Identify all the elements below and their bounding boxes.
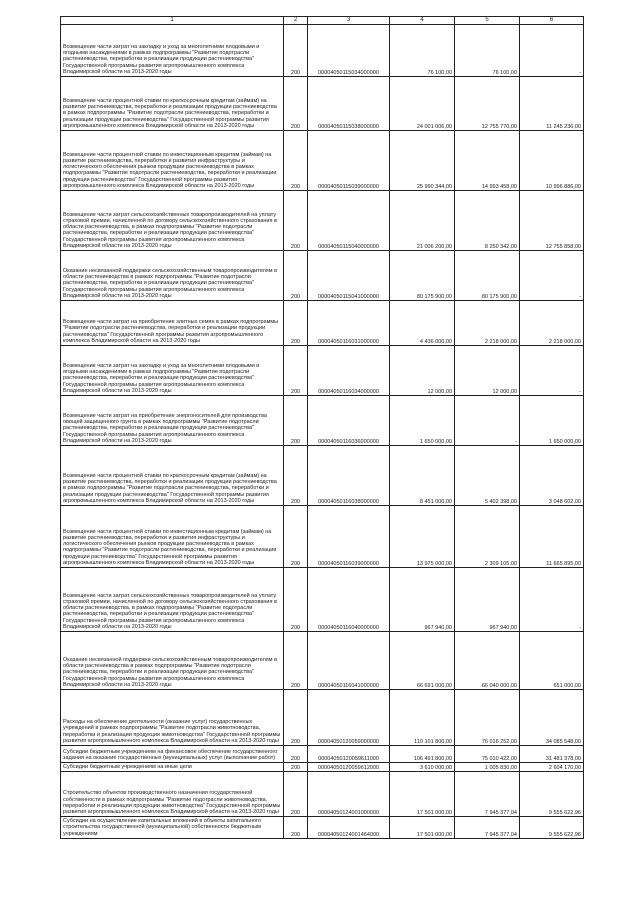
- row-value-executed: 75 010 422,00: [455, 746, 520, 763]
- row-value-approved: 24 001 006,00: [390, 77, 455, 131]
- table-row: [61, 690, 584, 746]
- row-value-approved: 17 501 000,00: [390, 817, 455, 839]
- col-header-4: 4: [390, 17, 455, 25]
- row-value-remaining: 1 650 000,00: [520, 396, 584, 446]
- row-value-remaining: 34 085 548,00: [520, 690, 584, 746]
- table-row: [61, 817, 584, 839]
- row-value-executed: 14 993 458,00: [455, 131, 520, 191]
- row-csr: 00004050116034000000: [308, 346, 390, 396]
- row-csr: 00004050116036000000: [308, 396, 390, 446]
- row-value-executed: 2 309 105,00: [455, 506, 520, 568]
- col-header-2: 2: [284, 17, 308, 25]
- row-value-executed: 8 250 342,00: [455, 191, 520, 251]
- row-value-executed: 1 005 830,00: [455, 763, 520, 772]
- row-value-approved: 21 006 200,00: [390, 191, 455, 251]
- table-row: [61, 191, 584, 251]
- col-header-6: 6: [520, 17, 584, 25]
- table-row: [61, 77, 584, 131]
- row-name: Расходы на обеспечение деятельности (оказание услуг) государственных учреждений в рамках подпрограммы "Развитие подотрасли животноводства, переработки и реализации продукции животноводства" Государственной программы развития агропромышленного комплекса Владимирской области на 2013-2020 годы: [61, 690, 284, 746]
- row-csr: 00004050120059000000: [308, 690, 390, 746]
- row-csr: 00004050116039000000: [308, 506, 390, 568]
- row-value-approved: 80 175 900,00: [390, 251, 455, 301]
- row-code: 200: [284, 77, 308, 131]
- row-value-executed: 76 016 252,00: [455, 690, 520, 746]
- row-value-executed: 12 755 770,00: [455, 77, 520, 131]
- row-value-approved: 17 501 000,00: [390, 772, 455, 817]
- row-name: Возмещение части процентной ставки по краткосрочным кредитам (займам) на развитие растениеводства, переработки и реализации продукции растениеводства в рамках подпрограммы "Развитие подотрасли растениеводства, переработки и реализации продукции растениеводства" Государственной программы развития агропромышленного комплекса Владимирской области на 2013-2020 годы: [61, 446, 284, 506]
- table-row: [61, 301, 584, 346]
- header-row: [61, 17, 584, 25]
- row-code: 200: [284, 301, 308, 346]
- row-value-remaining: 31 481 378,00: [520, 746, 584, 763]
- row-code: 200: [284, 690, 308, 746]
- report-sheet: [60, 16, 583, 839]
- row-value-executed: 80 175 900,00: [455, 251, 520, 301]
- row-value-remaining: 11 245 236,00: [520, 77, 584, 131]
- row-name: Возмещение части затрат на приобретение энергоносителей для производства овощей защищенного грунта в рамках подпрограммы "Развитие подотрасли растениеводства, переработки и реализации продукции растениеводства" Государственной программы развития агропромышленного комплекса Владимирской области на 2013-2020 годы: [61, 396, 284, 446]
- row-name: Возмещение части затрат на приобретение элитных семян в рамках подпрограммы "Развитие подотрасли растениеводства, переработки и реализации продукции растениеводства" Государственной программы развития агропромышленного комплекса Владимирской области на 2013-2020 годы: [61, 301, 284, 346]
- row-code: 200: [284, 506, 308, 568]
- row-name: Возмещение части процентной ставки по инвестиционным кредитам (займам) на развитие растениеводства, переработки и развития инфраструктуры и логистического обеспечения рынков продукции растениеводства в рамках подпрограммы "Развитие подотрасли растениеводства, переработки и реализации продукции растениеводства" Государственной программы развития агропромышленного комплекса Владимирской области на 2013-2020 годы: [61, 131, 284, 191]
- row-value-approved: 4 436 000,00: [390, 301, 455, 346]
- row-value-remaining: 10 996 886,00: [520, 131, 584, 191]
- row-csr: 00004050116031000000: [308, 301, 390, 346]
- row-value-executed: 12 000,00: [455, 346, 520, 396]
- table-row: [61, 506, 584, 568]
- row-value-remaining: 9 555 622,96: [520, 772, 584, 817]
- table-row: [61, 772, 584, 817]
- row-value-remaining: 11 665 895,00: [520, 506, 584, 568]
- row-value-approved: 3 610 000,00: [390, 763, 455, 772]
- row-value-executed: 7 945 377,04: [455, 772, 520, 817]
- table-row: [61, 632, 584, 690]
- row-csr: 00004050115040000000: [308, 191, 390, 251]
- row-value-approved: 967 940,00: [390, 568, 455, 632]
- row-csr: 00004050124001000000: [308, 772, 390, 817]
- row-value-approved: 1 650 000,00: [390, 396, 455, 446]
- table-row: [61, 131, 584, 191]
- row-value-remaining: 2 218 000,00: [520, 301, 584, 346]
- table-row: [61, 251, 584, 301]
- table-row: [61, 746, 584, 763]
- budget-table: [60, 16, 584, 839]
- row-value-approved: 66 691 000,00: [390, 632, 455, 690]
- row-csr: 00004050115039000000: [308, 131, 390, 191]
- row-name: Строительство объектов производственного назначения государственной собственности в рамках подпрограммы "Развитие подотрасли животноводства, переработки и реализации продукции животноводства" Государственной программы развития агропромышленного комплекса Владимирской области на 2013-2020 годы: [61, 772, 284, 817]
- col-header-1: 1: [61, 17, 284, 25]
- row-code: 200: [284, 251, 308, 301]
- row-csr: 00004050124001464000: [308, 817, 390, 839]
- row-code: 200: [284, 25, 308, 77]
- row-csr: 00004050120059611000: [308, 746, 390, 763]
- row-value-remaining: 2 604 170,00: [520, 763, 584, 772]
- row-value-remaining: -: [520, 25, 584, 77]
- row-code: 200: [284, 346, 308, 396]
- row-code: 200: [284, 568, 308, 632]
- row-value-remaining: -: [520, 346, 584, 396]
- row-value-executed: 76 100,00: [455, 25, 520, 77]
- row-name: Возмещение части затрат сельскохозяйственных товаропроизводителей на уплату страховой премии, начисленной по договору сельскохозяйственного страхования в области растениеводства, в рамках подпрограммы "Развитие подотрасли растениеводства, переработки и реализации продукции растениеводства" Государственной программы развития агропромышленного комплекса Владимирской области на 2013-2020 годы: [61, 191, 284, 251]
- col-header-5: 5: [455, 17, 520, 25]
- row-name: Возмещение части процентной ставки по инвестиционным кредитам (займам) на развитие растениеводства, переработки и развития инфраструктуры и логистического обеспечения рынков продукции растениеводства в рамках подпрограммы "Развитие подотрасли растениеводства, переработки и реализации продукции растениеводства" Государственной программы развития агропромышленного комплекса Владимирской области на 2013-2020 годы: [61, 506, 284, 568]
- row-code: 200: [284, 772, 308, 817]
- row-value-approved: 76 100,00: [390, 25, 455, 77]
- row-value-approved: 13 975 000,00: [390, 506, 455, 568]
- row-csr: 00004050116040000000: [308, 568, 390, 632]
- table-row: [61, 446, 584, 506]
- row-name: Возмещение части затрат на закладку и уход за многолетними плодовыми и ягодными насаждениями в рамках подпрограммы "Развитие подотрасли растениеводства, переработки и реализации продукции растениеводства" Государственной программы развития агропромышленного комплекса Владимирской области на 2013-2020 годы: [61, 346, 284, 396]
- row-value-executed: 66 040 000,00: [455, 632, 520, 690]
- row-name: Возмещение части затрат на закладку и уход за многолетними плодовыми и ягодными насаждениями в рамках подпрограммы "Развитие подотрасли растениеводства, переработки и реализации продукции растениеводства" Государственной программы развития агропромышленного комплекса Владимирской области на 2013-2020 годы: [61, 25, 284, 77]
- table-row: [61, 763, 584, 772]
- row-name: Возмещение части затрат сельскохозяйственных товаропроизводителей на уплату страховой премии, начисленной по договору сельскохозяйственного страхования в области растениеводства, в рамках подпрограммы "Развитие подотрасли растениеводства, переработки и реализации продукции растениеводства" Государственной программы развития агропромышленного комплекса Владимирской области на 2013-2020 годы: [61, 568, 284, 632]
- row-value-executed: 967 940,00: [455, 568, 520, 632]
- row-code: 200: [284, 446, 308, 506]
- row-code: 200: [284, 131, 308, 191]
- row-csr: 00004050115041000000: [308, 251, 390, 301]
- row-csr: 00004050116038000000: [308, 446, 390, 506]
- row-name: Субсидии бюджетным учреждениям на иные цели: [61, 763, 284, 772]
- row-name: Субсидии бюджетным учреждениям на финансовое обеспечение государственного задания на оказание государственных (муниципальных) услуг (выполнение работ): [61, 746, 284, 763]
- row-value-executed: 2 218 000,00: [455, 301, 520, 346]
- table-row: [61, 346, 584, 396]
- row-csr: 00004050115034000000: [308, 25, 390, 77]
- row-value-approved: 25 990 344,00: [390, 131, 455, 191]
- row-code: 200: [284, 632, 308, 690]
- row-name: Оказание несвязанной поддержки сельскохозяйственным товаропроизводителям в области растениеводства в рамках подпрограммы "Развитие подотрасли растениеводства, переработки и реализации продукции растениеводства" Государственной программы развития агропромышленного комплекса Владимирской области на 2013-2020 годы: [61, 632, 284, 690]
- row-value-approved: 110 101 800,00: [390, 690, 455, 746]
- row-value-executed: -: [455, 396, 520, 446]
- row-csr: 00004050120059612000: [308, 763, 390, 772]
- row-code: 200: [284, 817, 308, 839]
- row-csr: 00004050116041000000: [308, 632, 390, 690]
- row-value-approved: 106 491 800,00: [390, 746, 455, 763]
- row-value-remaining: 3 048 602,00: [520, 446, 584, 506]
- row-value-remaining: -: [520, 251, 584, 301]
- col-header-3: 3: [308, 17, 390, 25]
- row-value-remaining: 12 755 858,00: [520, 191, 584, 251]
- row-csr: 00004050115038000000: [308, 77, 390, 131]
- row-name: Возмещение части процентной ставки по краткосрочным кредитам (займам) на развитие растениеводства, переработки и реализации продукции растениеводства в рамках подпрограммы "Развитие подотрасли растениеводства, переработки и реализации продукции растениеводства" Государственной программы развития агропромышленного комплекса Владимирской области на 2013-2020 годы: [61, 77, 284, 131]
- table-row: [61, 396, 584, 446]
- row-value-remaining: 9 555 622,96: [520, 817, 584, 839]
- row-name: Субсидии на осуществление капитальных вложений в объекты капитального строительства государственной (муниципальной) собственности бюджетным учреждениям: [61, 817, 284, 839]
- row-code: 200: [284, 763, 308, 772]
- row-value-executed: 7 945 377,04: [455, 817, 520, 839]
- row-value-remaining: 651 000,00: [520, 632, 584, 690]
- row-code: 200: [284, 746, 308, 763]
- table-row: [61, 25, 584, 77]
- row-value-approved: 8 451 000,00: [390, 446, 455, 506]
- row-value-executed: 5 402 398,00: [455, 446, 520, 506]
- row-value-remaining: -: [520, 568, 584, 632]
- row-code: 200: [284, 396, 308, 446]
- row-code: 200: [284, 191, 308, 251]
- table-row: [61, 568, 584, 632]
- row-name: Оказание несвязанной поддержки сельскохозяйственным товаропроизводителям в области растениеводства в рамках подпрограммы "Развитие подотрасли растениеводства, переработки и реализации продукции растениеводства" Государственной программы развития агропромышленного комплекса Владимирской области на 2013-2020 годы: [61, 251, 284, 301]
- row-value-approved: 12 000,00: [390, 346, 455, 396]
